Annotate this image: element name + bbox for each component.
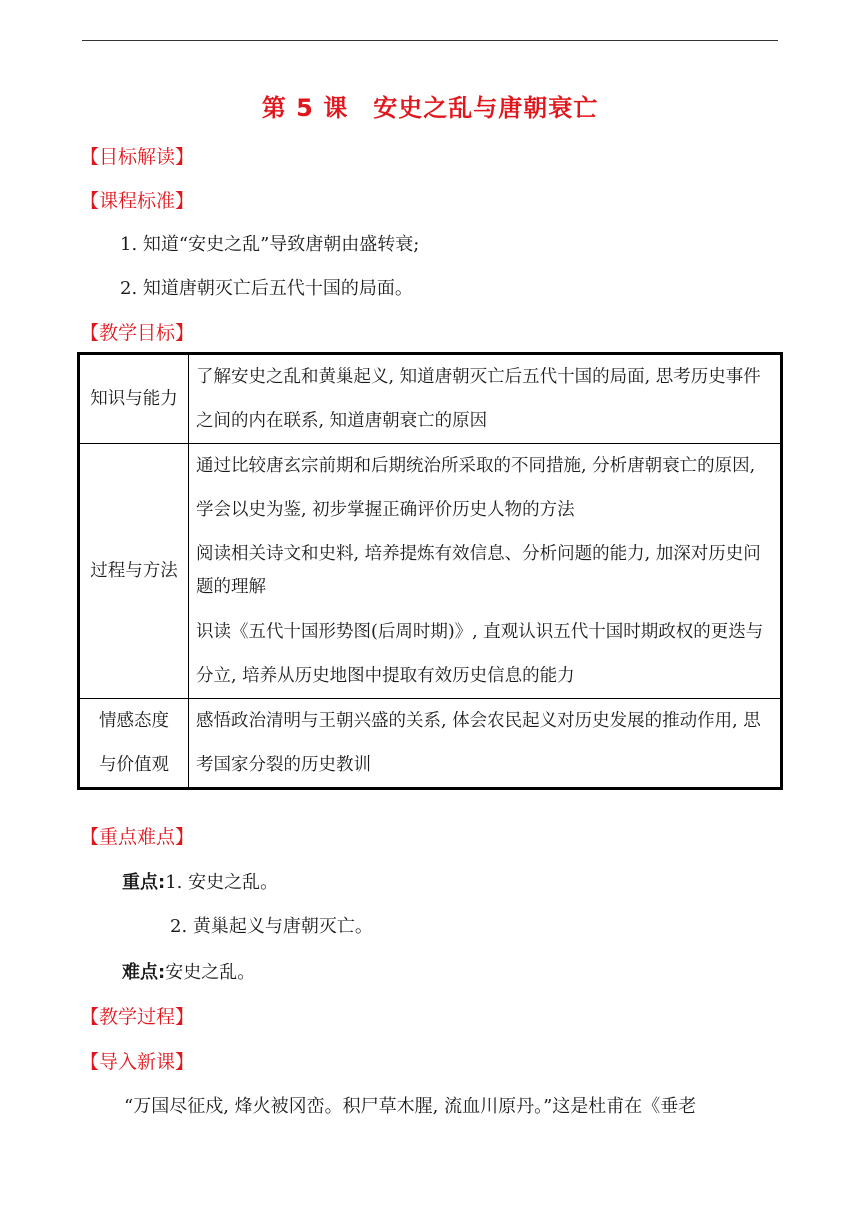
process-paragraph-3: 识读《五代十国形势图(后周时期)》, 直观认识五代十国时期政权的更迭与分立, 培养从历史地图中提取有效历史信息的能力 <box>196 622 764 686</box>
section-target: 【目标解读】 <box>80 146 195 168</box>
section-process: 【教学过程】 <box>80 1006 195 1028</box>
table-row-emotion <box>79 699 782 789</box>
standard-item-2: 2. 知道唐朝灭亡后五代十国的局面。 <box>120 278 413 299</box>
content-emotion: 感悟政治清明与王朝兴盛的关系, 体会农民起义对历史发展的推动作用, 思考国家分裂的历史教训 <box>189 699 782 789</box>
process-paragraph-1: 通过比较唐玄宗前期和后期统治所采取的不同措施, 分析唐朝衰亡的原因, 学会以史为鉴, 初步掌握正确评价历史人物的方法 <box>196 456 756 520</box>
label-process: 过程与方法 <box>79 444 189 699</box>
section-objectives: 【教学目标】 <box>80 322 195 344</box>
label-knowledge: 知识与能力 <box>79 354 189 444</box>
standard-item-1: 1. 知道“安史之乱”导致唐朝由盛转衰; <box>120 234 420 255</box>
focus-item-2: 2. 黄巢起义与唐朝灭亡。 <box>170 916 373 937</box>
table-row-process <box>79 444 782 699</box>
process-paragraph-2: 阅读相关诗文和史料, 培养提炼有效信息、分析问题的能力, 加深对历史问题的理解 <box>196 544 761 597</box>
content-knowledge: 了解安史之乱和黄巢起义, 知道唐朝灭亡后五代十国的局面, 思考历史事件之间的内在联系, 知道唐朝衰亡的原因 <box>189 354 782 444</box>
objectives-table <box>77 352 783 790</box>
difficulty-label: 难点: <box>122 962 166 983</box>
difficulty-item: 安史之乱。 <box>165 962 256 983</box>
label-emotion-line1: 情感态度 <box>99 711 169 731</box>
focus-line-1 <box>122 868 278 894</box>
content-process <box>189 444 782 699</box>
section-intro: 【导入新课】 <box>80 1051 195 1073</box>
focus-item-1: 1. 安史之乱。 <box>165 872 279 893</box>
section-standard: 【课程标准】 <box>80 190 195 212</box>
label-emotion-line2: 与价值观 <box>99 755 169 775</box>
table-row-knowledge <box>79 354 782 444</box>
label-emotion <box>79 699 189 789</box>
page-title: 第 5 课 安史之乱与唐朝衰亡 <box>261 94 599 122</box>
section-key-points: 【重点难点】 <box>80 826 195 848</box>
intro-paragraph: “万国尽征戍, 烽火被冈峦。积尸草木腥, 流血川原丹。”这是杜甫在《垂老 <box>124 1096 697 1117</box>
focus-label: 重点: <box>122 872 166 893</box>
difficulty-line <box>122 958 255 984</box>
header-rule <box>82 40 778 41</box>
